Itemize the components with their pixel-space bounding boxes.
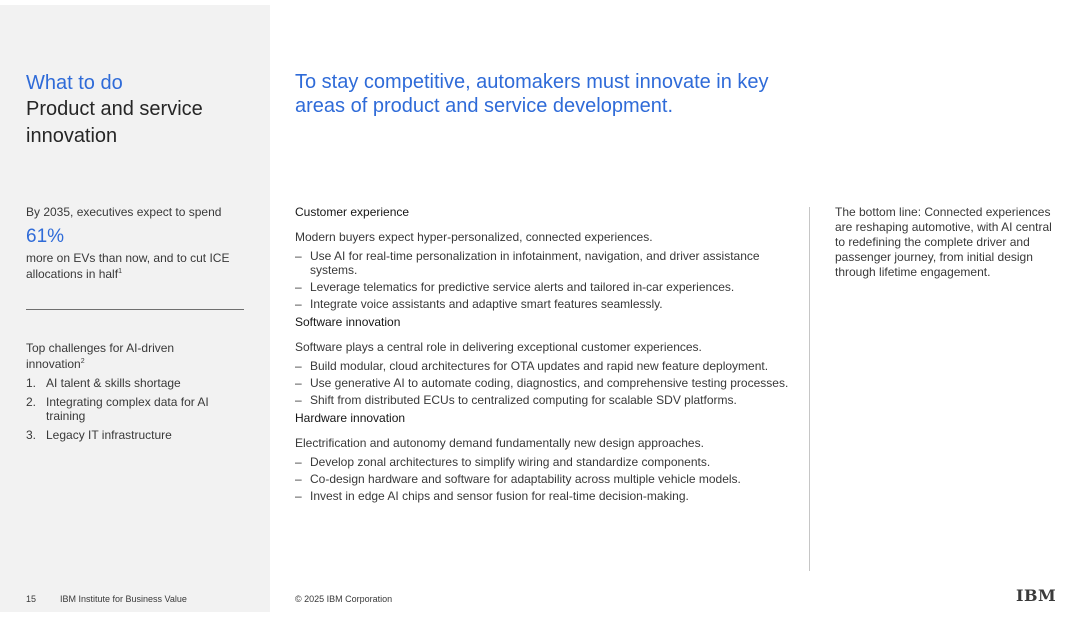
section-kicker: What to do bbox=[26, 72, 123, 94]
copyright: © 2025 IBM Corporation bbox=[295, 594, 393, 604]
section-heading: Hardware innovation bbox=[295, 411, 406, 425]
content-sections bbox=[295, 205, 795, 507]
main-headline: To stay competitive, automakers must innovate in key areas of product and service development. bbox=[295, 71, 769, 117]
list-item bbox=[295, 376, 795, 390]
page-title: Product and service innovation bbox=[26, 98, 203, 147]
bullet-marker: – bbox=[295, 472, 302, 486]
challenges-heading bbox=[26, 341, 226, 371]
list-item bbox=[295, 359, 795, 373]
bullet-marker: – bbox=[295, 376, 302, 390]
list-item bbox=[295, 472, 795, 486]
list-item-text: Legacy IT infrastructure bbox=[46, 428, 172, 442]
bullet-marker: – bbox=[295, 280, 302, 294]
stat-value: 61% bbox=[26, 226, 65, 247]
bullet-marker: – bbox=[295, 297, 302, 311]
bullet-marker: – bbox=[295, 393, 302, 407]
stat-description-text: more on EVs than now, and to cut ICE allocations in half bbox=[26, 251, 230, 281]
list-item bbox=[295, 280, 795, 294]
bullet-list bbox=[295, 455, 795, 503]
section-intro: Software plays a central role in delivering exceptional customer experiences. bbox=[295, 340, 702, 354]
vertical-divider bbox=[809, 207, 810, 571]
list-item-text: AI talent & skills shortage bbox=[46, 376, 181, 390]
list-item-text: Co-design hardware and software for adaptability across multiple vehicle models. bbox=[310, 472, 741, 486]
stat-intro: By 2035, executives expect to spend bbox=[26, 205, 222, 219]
list-item bbox=[26, 395, 251, 423]
section-heading: Customer experience bbox=[295, 205, 410, 219]
list-item bbox=[295, 249, 795, 277]
stat-description bbox=[26, 251, 251, 281]
bullet-list bbox=[295, 359, 795, 407]
section-intro: Electrification and autonomy demand fundamentally new design approaches. bbox=[295, 436, 704, 450]
institute-name: IBM Institute for Business Value bbox=[60, 594, 187, 604]
challenges-list bbox=[26, 376, 251, 447]
bullet-marker: – bbox=[295, 249, 302, 263]
list-item bbox=[295, 489, 795, 503]
list-item-number: 1. bbox=[26, 376, 37, 390]
list-item-number: 3. bbox=[26, 428, 37, 442]
divider bbox=[26, 309, 244, 310]
list-item-number: 2. bbox=[26, 395, 37, 409]
bullet-marker: – bbox=[295, 359, 302, 373]
section-customer-experience bbox=[295, 205, 795, 311]
section-intro: Modern buyers expect hyper-personalized, connected experiences. bbox=[295, 230, 653, 244]
section-heading: Software innovation bbox=[295, 315, 401, 329]
list-item-text: Develop zonal architectures to simplify wiring and standardize components. bbox=[310, 455, 711, 469]
list-item-text: Invest in edge AI chips and sensor fusion for real-time decision-making. bbox=[310, 489, 689, 503]
page-number: 15 bbox=[26, 594, 37, 604]
bullet-marker: – bbox=[295, 489, 302, 503]
list-item bbox=[295, 393, 795, 407]
bullet-marker: – bbox=[295, 455, 302, 469]
ibm-logo: IBM bbox=[1016, 586, 1057, 605]
challenges-heading-text: Top challenges for AI-driven innovation bbox=[26, 341, 175, 371]
list-item-text: Integrating complex data for AI training bbox=[46, 395, 209, 423]
section-software-innovation bbox=[295, 315, 795, 407]
section-hardware-innovation bbox=[295, 411, 795, 503]
list-item-text: Build modular, cloud architectures for OTA updates and rapid new feature deployment. bbox=[310, 359, 769, 373]
list-item bbox=[295, 297, 795, 311]
list-item-text: Shift from distributed ECUs to centralized computing for scalable SDV platforms. bbox=[310, 393, 737, 407]
bottom-line-callout: The bottom line: Connected experiences are reshaping automotive, with AI central to redefining the complete driver and passenger journey, from initial design through lifetime engagement. bbox=[835, 205, 1052, 279]
list-item bbox=[26, 428, 251, 442]
list-item-text: Integrate voice assistants and adaptive smart features seamlessly. bbox=[310, 297, 663, 311]
bullet-list bbox=[295, 249, 795, 311]
list-item-text: Use generative AI to automate coding, diagnostics, and comprehensive testing processes. bbox=[310, 376, 789, 390]
footnote-marker: 1 bbox=[118, 268, 122, 275]
list-item-text: Use AI for real-time personalization in infotainment, navigation, and driver assistance systems. bbox=[310, 249, 760, 277]
list-item bbox=[26, 376, 251, 390]
list-item bbox=[295, 455, 795, 469]
footnote-marker: 2 bbox=[80, 358, 85, 365]
list-item-text: Leverage telematics for predictive service alerts and tailored in-car experiences. bbox=[310, 280, 735, 294]
